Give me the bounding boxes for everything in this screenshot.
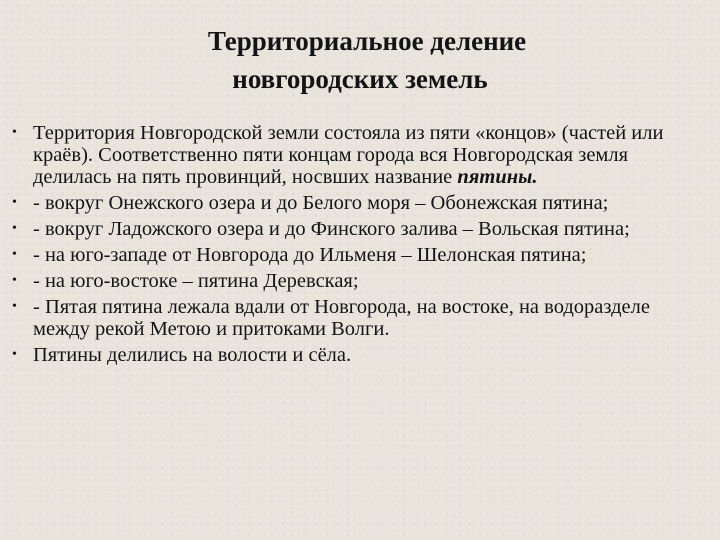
bullet-icon: •	[12, 299, 17, 314]
bullet-icon: •	[12, 247, 17, 262]
slide-title	[0, 22, 720, 98]
bullet-item-7	[12, 344, 708, 366]
bullet-icon: •	[12, 221, 17, 236]
bullet-item-5	[12, 270, 708, 292]
bullet-icon: •	[12, 125, 17, 140]
bullet-emphasis: пятины.	[457, 166, 538, 188]
bullet-item-4	[12, 244, 708, 266]
bullet-item-6	[12, 296, 708, 340]
bullet-item-2	[12, 192, 708, 214]
bullet-icon: •	[12, 195, 17, 210]
bullet-text: - вокруг Онежского озера и до Белого моря – Обонежская пятина;	[33, 192, 609, 214]
bullet-list	[12, 122, 708, 370]
title-line-1: Территориальное деление	[207, 26, 527, 56]
bullet-text: Пятины делились на волости и сёла.	[33, 344, 352, 366]
title-line-2: новгородских земель	[232, 64, 488, 94]
bullet-icon: •	[12, 347, 17, 362]
bullet-text: - на юго-западе от Новгорода до Ильменя – Шелонская пятина;	[33, 244, 587, 266]
bullet-text: Территория Новгородской земли состояла из пяти «концов» (частей или краёв). Соответственно пяти концам города вся Новгородская земля делилась на пять провинций, носвших название	[33, 122, 664, 188]
bullet-icon: •	[12, 273, 17, 288]
bullet-item-1	[12, 122, 708, 188]
bullet-text: - вокруг Ладожского озера и до Финского залива – Вольская пятина;	[33, 218, 630, 240]
bullet-item-3	[12, 218, 708, 240]
bullet-text: - Пятая пятина лежала вдали от Новгорода, на востоке, на водоразделе между рекой Метою и притоками Волги.	[33, 296, 650, 340]
bullet-text: - на юго-востоке – пятина Деревская;	[33, 270, 359, 292]
